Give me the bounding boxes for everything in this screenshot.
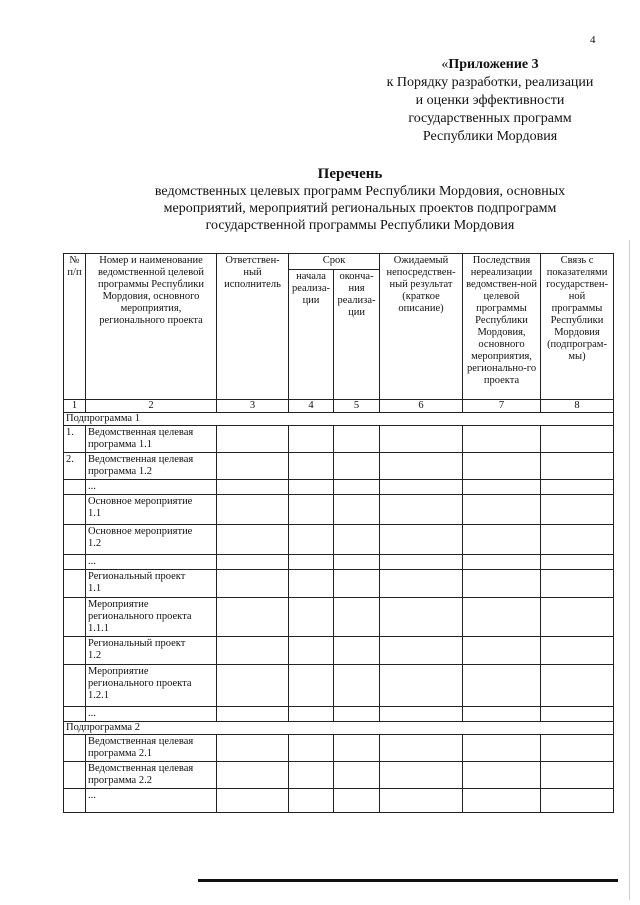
- empty-cell: [380, 762, 463, 789]
- row-number: [64, 598, 86, 637]
- header-num: № п/п: [64, 254, 86, 400]
- row-name-line: ...: [88, 790, 96, 801]
- empty-cell: [380, 426, 463, 453]
- row-name-line: регионального проекта: [88, 611, 192, 622]
- row-name: [86, 665, 217, 707]
- row-name-line: 1.1.1: [88, 623, 109, 634]
- empty-cell: [289, 665, 334, 707]
- row-name: [86, 570, 217, 598]
- table-row: [64, 555, 614, 570]
- document-subtitle: ведомственных целевых программ Республики Мордовия, основных мероприятий, мероприятий региональных проектов подпрограмм государственной программы Республики Мордовия: [154, 184, 566, 233]
- empty-cell: [334, 555, 380, 570]
- empty-cell: [541, 555, 614, 570]
- table-row: [64, 453, 614, 480]
- empty-cell: [289, 555, 334, 570]
- row-name-line: ...: [88, 556, 96, 567]
- empty-cell: [334, 570, 380, 598]
- row-name-line: 1.1: [88, 508, 102, 519]
- empty-cell: [289, 707, 334, 722]
- subprogram-2-rows: [64, 735, 614, 813]
- appendix-line: Республики Мордовия: [422, 129, 558, 144]
- empty-cell: [217, 598, 289, 637]
- empty-cell: [334, 598, 380, 637]
- empty-cell: [380, 735, 463, 762]
- table-row: [64, 637, 614, 665]
- document-title: Перечень: [317, 166, 383, 182]
- row-name: [86, 426, 217, 453]
- row-name: [86, 707, 217, 722]
- empty-cell: [334, 735, 380, 762]
- table-row: [64, 707, 614, 722]
- empty-cell: [380, 495, 463, 525]
- row-name-line: Региональный проект: [88, 638, 186, 649]
- empty-cell: [334, 525, 380, 555]
- row-name-line: ...: [88, 481, 96, 492]
- row-number: [64, 555, 86, 570]
- header-consequences: Последствия нереализации ведомствен-ной целевой программы Республики Мордовия, основного мероприятия, регионально-го проекта: [463, 254, 541, 400]
- row-number: 1.: [64, 426, 86, 453]
- empty-cell: [463, 735, 541, 762]
- page-edge-line: [629, 240, 630, 900]
- empty-cell: [541, 570, 614, 598]
- empty-cell: [289, 598, 334, 637]
- row-name-line: Мероприятие: [88, 666, 149, 677]
- empty-cell: [541, 453, 614, 480]
- subprogram-label: Подпрограмма 1: [64, 413, 614, 426]
- row-name: [86, 525, 217, 555]
- empty-cell: [463, 707, 541, 722]
- row-number: [64, 495, 86, 525]
- empty-cell: [380, 453, 463, 480]
- table-row: [64, 480, 614, 495]
- empty-cell: [289, 495, 334, 525]
- table-row: [64, 426, 614, 453]
- empty-cell: [463, 453, 541, 480]
- empty-cell: [541, 789, 614, 813]
- empty-cell: [380, 707, 463, 722]
- appendix-line: и оценки эффективности: [415, 93, 565, 108]
- row-name-line: 1.2.1: [88, 690, 109, 701]
- empty-cell: [334, 665, 380, 707]
- table-row: [64, 789, 614, 813]
- empty-cell: [334, 495, 380, 525]
- empty-cell: [334, 762, 380, 789]
- page-number: 4: [590, 34, 596, 46]
- row-name-line: Ведомственная целевая: [88, 763, 194, 774]
- footer-rule: [198, 879, 618, 882]
- empty-cell: [463, 480, 541, 495]
- table-row: [64, 598, 614, 637]
- empty-cell: [217, 555, 289, 570]
- empty-cell: [541, 707, 614, 722]
- empty-cell: [217, 789, 289, 813]
- empty-cell: [541, 525, 614, 555]
- empty-cell: [463, 665, 541, 707]
- row-name: [86, 637, 217, 665]
- empty-cell: [289, 525, 334, 555]
- header-expected-result: Ожидаемый непосредствен-ный результат (краткое описание): [380, 254, 463, 400]
- empty-cell: [217, 762, 289, 789]
- row-name: [86, 495, 217, 525]
- table-row: [64, 665, 614, 707]
- empty-cell: [217, 665, 289, 707]
- empty-cell: [289, 426, 334, 453]
- empty-cell: [289, 762, 334, 789]
- header-term-end: оконча-ния реализа-ции: [334, 270, 380, 400]
- subprogram-row: [64, 722, 614, 735]
- empty-cell: [463, 555, 541, 570]
- empty-cell: [380, 665, 463, 707]
- table-row: [64, 762, 614, 789]
- empty-cell: [289, 480, 334, 495]
- header-indicator-link: Связь с показателями государствен-ной программы Республики Мордовия (подпрограм-мы): [541, 254, 614, 400]
- subprogram-row: [64, 413, 614, 426]
- empty-cell: [380, 480, 463, 495]
- appendix-header: [360, 56, 620, 146]
- row-name: [86, 598, 217, 637]
- empty-cell: [217, 707, 289, 722]
- row-name-line: Ведомственная целевая: [88, 454, 194, 465]
- appendix-line: государственных программ: [408, 111, 572, 126]
- empty-cell: [463, 426, 541, 453]
- row-name-line: Региональный проект: [88, 571, 186, 582]
- empty-cell: [289, 735, 334, 762]
- row-name-line: программа 1.1: [88, 439, 152, 450]
- empty-cell: [463, 637, 541, 665]
- empty-cell: [217, 637, 289, 665]
- empty-cell: [541, 762, 614, 789]
- row-name: [86, 480, 217, 495]
- empty-cell: [217, 525, 289, 555]
- empty-cell: [380, 570, 463, 598]
- empty-cell: [541, 665, 614, 707]
- empty-cell: [380, 789, 463, 813]
- header-responsible: Ответствен-ный исполнитель: [217, 254, 289, 400]
- empty-cell: [289, 570, 334, 598]
- row-number: [64, 665, 86, 707]
- row-number: [64, 570, 86, 598]
- empty-cell: [334, 789, 380, 813]
- header-term: Срок: [289, 254, 380, 270]
- table-row: [64, 495, 614, 525]
- row-name-line: 1.2: [88, 650, 102, 661]
- empty-cell: [541, 598, 614, 637]
- empty-cell: [217, 495, 289, 525]
- empty-cell: [217, 426, 289, 453]
- empty-cell: [541, 480, 614, 495]
- row-name-line: Ведомственная целевая: [88, 427, 194, 438]
- empty-cell: [334, 707, 380, 722]
- row-number: [64, 525, 86, 555]
- row-name-line: программа 1.2: [88, 466, 152, 477]
- row-number: [64, 637, 86, 665]
- empty-cell: [380, 637, 463, 665]
- row-number: 2.: [64, 453, 86, 480]
- empty-cell: [334, 453, 380, 480]
- appendix-line: к Порядку разработки, реализации: [386, 75, 594, 90]
- subprogram-1-rows: [64, 426, 614, 722]
- row-number: [64, 707, 86, 722]
- empty-cell: [380, 555, 463, 570]
- row-number: [64, 762, 86, 789]
- header-term-start: начала реализа-ции: [289, 270, 334, 400]
- empty-cell: [463, 762, 541, 789]
- row-name-line: регионального проекта: [88, 678, 192, 689]
- row-number: [64, 789, 86, 813]
- empty-cell: [463, 789, 541, 813]
- empty-cell: [541, 637, 614, 665]
- row-number: [64, 735, 86, 762]
- programs-table: [63, 253, 614, 813]
- row-name: [86, 555, 217, 570]
- appendix-title: «Приложение 3: [441, 57, 539, 72]
- empty-cell: [217, 570, 289, 598]
- empty-cell: [380, 525, 463, 555]
- table-row: [64, 570, 614, 598]
- empty-cell: [334, 426, 380, 453]
- row-name-line: 1.1: [88, 583, 102, 594]
- empty-cell: [334, 637, 380, 665]
- row-name-line: программа 2.1: [88, 748, 152, 759]
- row-name-line: 1.2: [88, 538, 102, 549]
- header-name: Номер и наименование ведомственной целевой программы Республики Мордовия, основного мероприятия, регионального проекта: [86, 254, 217, 400]
- empty-cell: [463, 598, 541, 637]
- column-numbers-row: 1 2 3 4 5 6 7 8: [64, 400, 614, 413]
- empty-cell: [541, 426, 614, 453]
- row-name-line: ...: [88, 708, 96, 719]
- row-name-line: Мероприятие: [88, 599, 149, 610]
- empty-cell: [463, 495, 541, 525]
- empty-cell: [289, 453, 334, 480]
- empty-cell: [541, 735, 614, 762]
- empty-cell: [541, 495, 614, 525]
- empty-cell: [463, 525, 541, 555]
- row-name-line: Ведомственная целевая: [88, 736, 194, 747]
- table-row: [64, 525, 614, 555]
- row-name: [86, 453, 217, 480]
- empty-cell: [289, 637, 334, 665]
- table-row: [64, 735, 614, 762]
- empty-cell: [334, 480, 380, 495]
- empty-cell: [380, 598, 463, 637]
- row-name: [86, 762, 217, 789]
- empty-cell: [217, 480, 289, 495]
- row-name: [86, 735, 217, 762]
- subprogram-label: Подпрограмма 2: [64, 722, 614, 735]
- empty-cell: [217, 453, 289, 480]
- row-name-line: Основное мероприятие: [88, 496, 193, 507]
- row-name-line: Основное мероприятие: [88, 526, 193, 537]
- empty-cell: [289, 789, 334, 813]
- empty-cell: [463, 570, 541, 598]
- row-name-line: программа 2.2: [88, 775, 152, 786]
- empty-cell: [217, 735, 289, 762]
- row-name: [86, 789, 217, 813]
- row-number: [64, 480, 86, 495]
